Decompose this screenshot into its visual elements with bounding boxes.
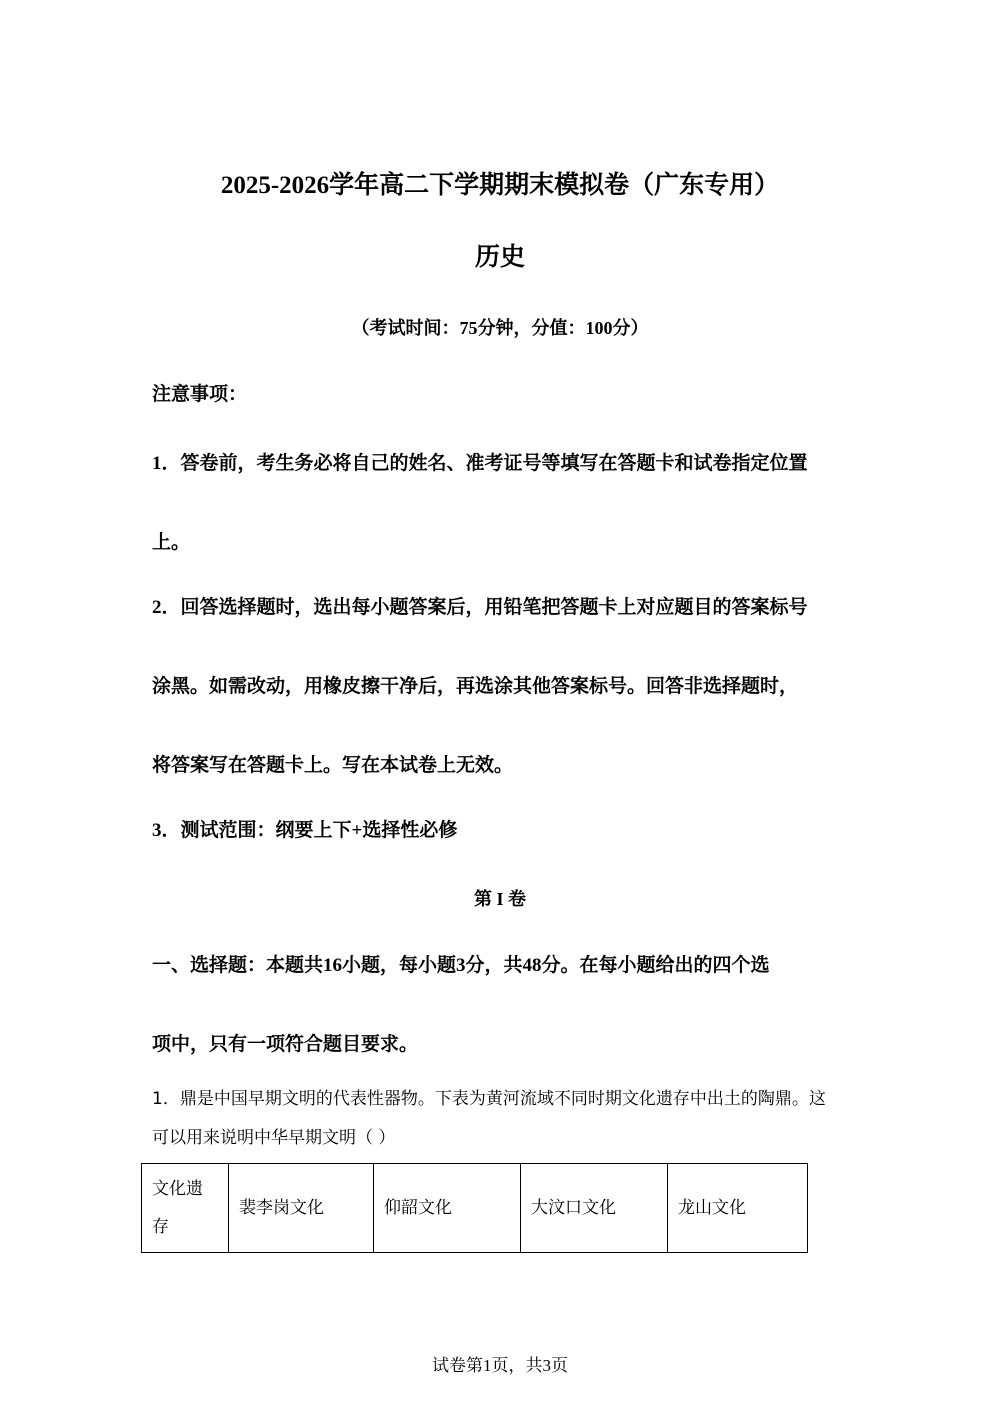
subject-title: 历史 [474, 244, 525, 271]
table-cell-yangshao: 仰韶文化 [374, 1164, 521, 1253]
notice-item-1-line-1: 1．答卷前，考生务必将自己的姓名、准考证号等填写在答题卡和试卷指定位置 [152, 453, 808, 474]
table-cell-longshan: 龙山文化 [668, 1164, 808, 1253]
table-cell-peiligang: 裴李岗文化 [229, 1164, 374, 1253]
question-1-table [141, 1163, 808, 1253]
exam-title: 2025-2026学年高二下学期期末模拟卷（广东专用） [220, 172, 780, 199]
notice-item-2-line-3: 将答案写在答题卡上。写在本试卷上无效。 [152, 755, 514, 776]
question-1-stem-line-2: 可以用来说明中华早期文明（ ） [152, 1128, 396, 1148]
question-1-stem-line-1: 1．鼎是中国早期文明的代表性器物。下表为黄河流域不同时期文化遗存中出土的陶鼎。这 [152, 1089, 826, 1109]
table-row [142, 1164, 808, 1253]
notice-item-2-line-1: 2．回答选择题时，选出每小题答案后，用铅笔把答题卡上对应题目的答案标号 [152, 597, 808, 618]
section-instructions-line-2: 项中，只有一项符合题目要求。 [152, 1034, 419, 1055]
notice-heading: 注意事项： [152, 384, 248, 405]
table-header-cell: 文化遗存 [142, 1164, 229, 1253]
notice-item-2-line-2: 涂黑。如需改动，用橡皮擦干净后，再选涂其他答案标号。回答非选择题时， [152, 676, 799, 697]
section-instructions-line-1: 一、选择题：本题共16小题，每小题3分，共48分。在每小题给出的四个选 [152, 955, 770, 976]
notice-item-3: 3．测试范围：纲要上下+选择性必修 [152, 820, 458, 841]
page-footer: 试卷第1页，共3页 [432, 1356, 568, 1375]
volume-heading: 第 I 卷 [473, 889, 526, 909]
notice-item-1-line-2: 上。 [152, 532, 191, 553]
table-cell-dawenkou: 大汶口文化 [521, 1164, 668, 1253]
exam-info: （考试时间：75分钟，分值：100分） [351, 318, 649, 338]
